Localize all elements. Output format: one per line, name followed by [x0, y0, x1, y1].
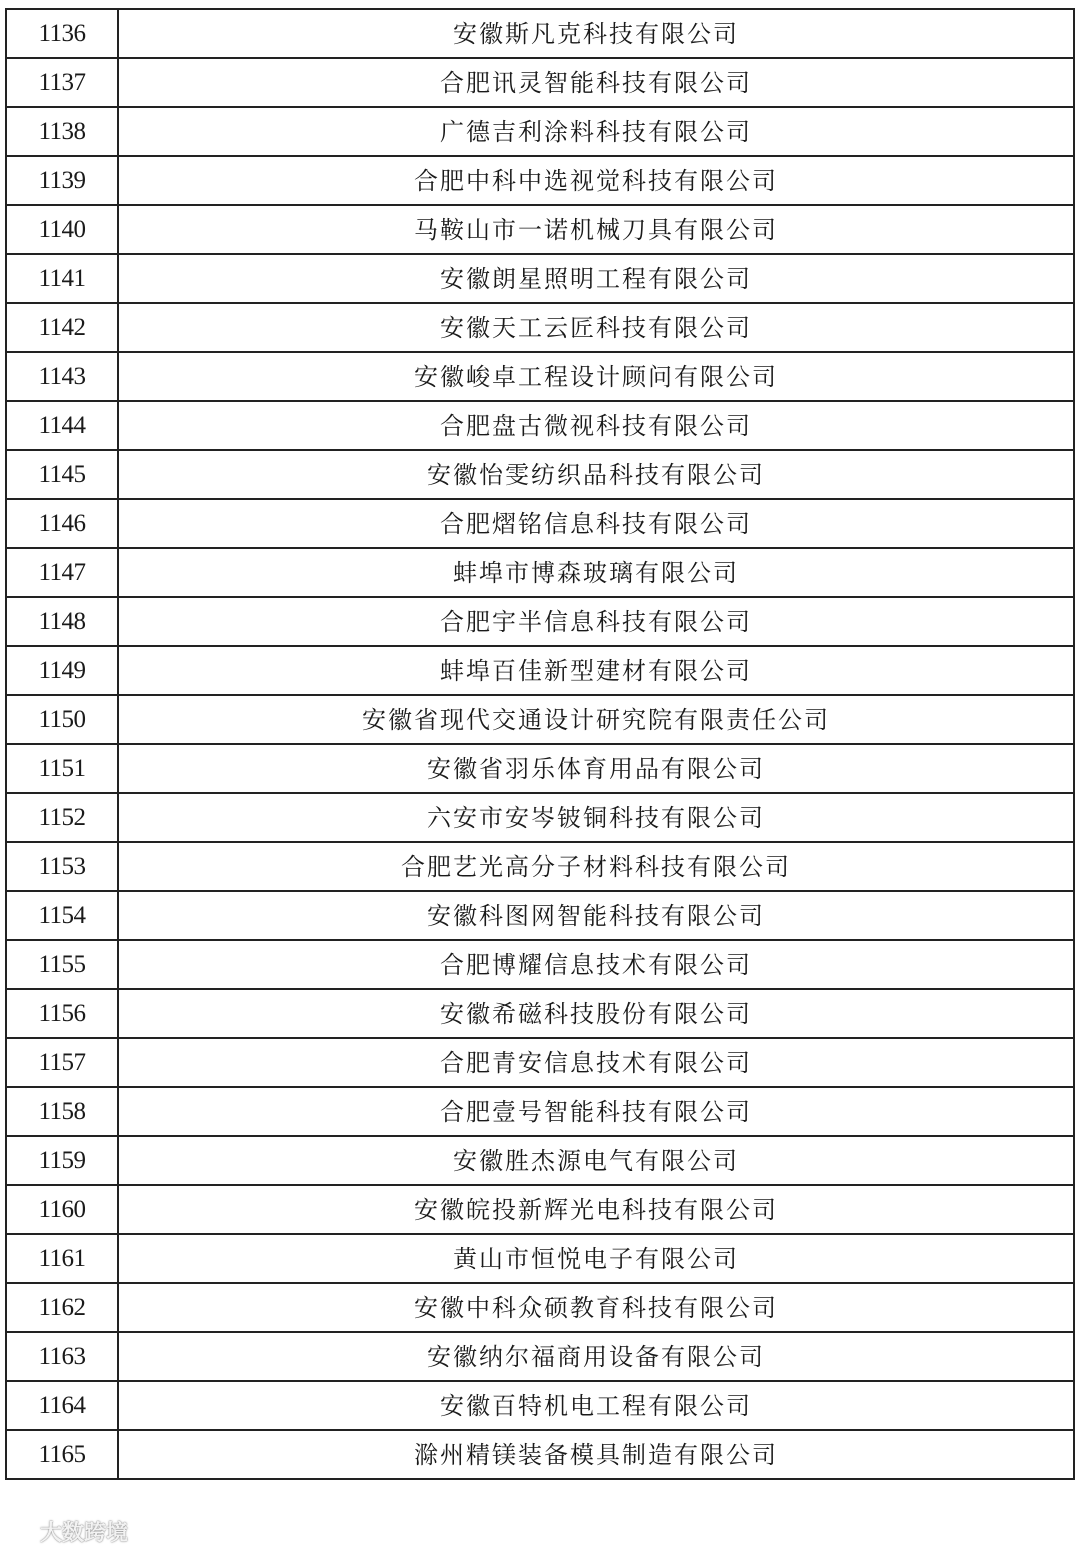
company-name-cell: 合肥宇半信息科技有限公司: [118, 597, 1074, 646]
table-row: [6, 58, 1074, 107]
company-name-cell: 蚌埠百佳新型建材有限公司: [118, 646, 1074, 695]
row-number-cell: 1165: [6, 1430, 118, 1479]
watermark: [8, 1516, 128, 1546]
row-number-cell: 1159: [6, 1136, 118, 1185]
company-name-cell: 合肥中科中选视觉科技有限公司: [118, 156, 1074, 205]
company-name-cell: 合肥青安信息技术有限公司: [118, 1038, 1074, 1087]
company-name-cell: 安徽科图网智能科技有限公司: [118, 891, 1074, 940]
row-number-cell: 1157: [6, 1038, 118, 1087]
row-number-cell: 1152: [6, 793, 118, 842]
company-name-cell: 安徽皖投新辉光电科技有限公司: [118, 1185, 1074, 1234]
table-row: [6, 1332, 1074, 1381]
table-row: [6, 1185, 1074, 1234]
company-name-cell: 合肥艺光高分子材料科技有限公司: [118, 842, 1074, 891]
company-name-cell: 安徽峻卓工程设计顾问有限公司: [118, 352, 1074, 401]
table-row: [6, 1381, 1074, 1430]
table-row: [6, 940, 1074, 989]
company-name-cell: 滁州精镁装备模具制造有限公司: [118, 1430, 1074, 1479]
row-number-cell: 1141: [6, 254, 118, 303]
row-number-cell: 1137: [6, 58, 118, 107]
table-row: [6, 9, 1074, 58]
table-row: [6, 401, 1074, 450]
company-name-cell: 安徽中科众硕教育科技有限公司: [118, 1283, 1074, 1332]
row-number-cell: 1147: [6, 548, 118, 597]
row-number-cell: 1138: [6, 107, 118, 156]
table-row: [6, 1283, 1074, 1332]
table-row: [6, 352, 1074, 401]
row-number-cell: 1154: [6, 891, 118, 940]
table-row: [6, 499, 1074, 548]
table-row: [6, 744, 1074, 793]
company-name-cell: 安徽百特机电工程有限公司: [118, 1381, 1074, 1430]
company-name-cell: 安徽希磁科技股份有限公司: [118, 989, 1074, 1038]
row-number-cell: 1155: [6, 940, 118, 989]
row-number-cell: 1163: [6, 1332, 118, 1381]
row-number-cell: 1148: [6, 597, 118, 646]
table-row: [6, 107, 1074, 156]
table-row: [6, 1430, 1074, 1479]
company-name-cell: 广德吉利涂料科技有限公司: [118, 107, 1074, 156]
company-name-cell: 安徽天工云匠科技有限公司: [118, 303, 1074, 352]
table-row: [6, 695, 1074, 744]
row-number-cell: 1140: [6, 205, 118, 254]
company-name-cell: 安徽纳尔福商用设备有限公司: [118, 1332, 1074, 1381]
row-number-cell: 1143: [6, 352, 118, 401]
table-row: [6, 842, 1074, 891]
row-number-cell: 1136: [6, 9, 118, 58]
company-name-cell: 蚌埠市博森玻璃有限公司: [118, 548, 1074, 597]
row-number-cell: 1149: [6, 646, 118, 695]
company-name-cell: 黄山市恒悦电子有限公司: [118, 1234, 1074, 1283]
row-number-cell: 1150: [6, 695, 118, 744]
row-number-cell: 1160: [6, 1185, 118, 1234]
company-name-cell: 安徽省羽乐体育用品有限公司: [118, 744, 1074, 793]
company-name-cell: 合肥盘古微视科技有限公司: [118, 401, 1074, 450]
company-name-cell: 马鞍山市一诺机械刀具有限公司: [118, 205, 1074, 254]
row-number-cell: 1139: [6, 156, 118, 205]
table-row: [6, 450, 1074, 499]
table-row: [6, 548, 1074, 597]
table-body: [6, 9, 1074, 1479]
table-row: [6, 793, 1074, 842]
table-row: [6, 989, 1074, 1038]
table-row: [6, 1087, 1074, 1136]
company-name-cell: 安徽怡雯纺织品科技有限公司: [118, 450, 1074, 499]
row-number-cell: 1161: [6, 1234, 118, 1283]
company-name-cell: 合肥讯灵智能科技有限公司: [118, 58, 1074, 107]
company-name-cell: 安徽胜杰源电气有限公司: [118, 1136, 1074, 1185]
company-name-cell: 安徽省现代交通设计研究院有限责任公司: [118, 695, 1074, 744]
row-number-cell: 1146: [6, 499, 118, 548]
company-name-cell: 六安市安岑铍铜科技有限公司: [118, 793, 1074, 842]
table-row: [6, 254, 1074, 303]
row-number-cell: 1164: [6, 1381, 118, 1430]
company-list-table: [5, 8, 1075, 1480]
table-row: [6, 646, 1074, 695]
row-number-cell: 1156: [6, 989, 118, 1038]
table-row: [6, 891, 1074, 940]
table-row: [6, 205, 1074, 254]
company-name-cell: 合肥熠铭信息科技有限公司: [118, 499, 1074, 548]
company-list-table-wrapper: [5, 8, 1075, 1480]
table-row: [6, 597, 1074, 646]
row-number-cell: 1153: [6, 842, 118, 891]
row-number-cell: 1142: [6, 303, 118, 352]
row-number-cell: 1151: [6, 744, 118, 793]
company-name-cell: 安徽朗星照明工程有限公司: [118, 254, 1074, 303]
table-row: [6, 1038, 1074, 1087]
row-number-cell: 1158: [6, 1087, 118, 1136]
row-number-cell: 1144: [6, 401, 118, 450]
table-row: [6, 1234, 1074, 1283]
table-row: [6, 303, 1074, 352]
table-row: [6, 1136, 1074, 1185]
weibo-logo-icon: [8, 1517, 34, 1545]
table-row: [6, 156, 1074, 205]
company-name-cell: 安徽斯凡克科技有限公司: [118, 9, 1074, 58]
row-number-cell: 1145: [6, 450, 118, 499]
company-name-cell: 合肥壹号智能科技有限公司: [118, 1087, 1074, 1136]
watermark-text: 大数跨境: [40, 1520, 129, 1546]
row-number-cell: 1162: [6, 1283, 118, 1332]
company-name-cell: 合肥博耀信息技术有限公司: [118, 940, 1074, 989]
